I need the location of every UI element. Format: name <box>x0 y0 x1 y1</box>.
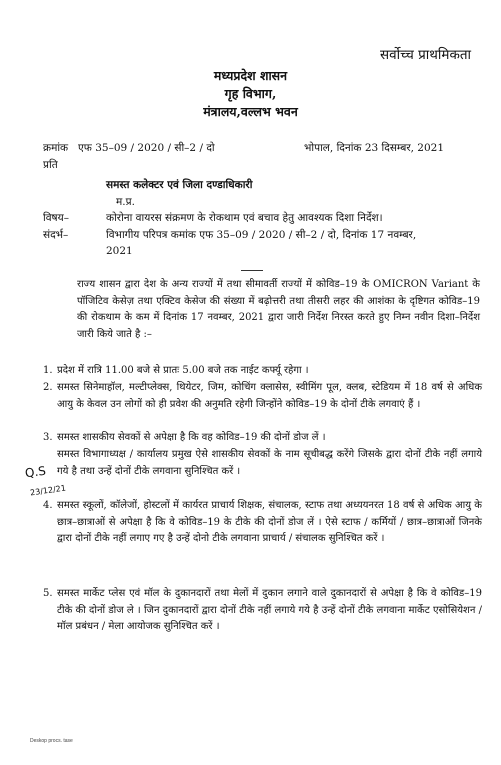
priority-stamp: सर्वोच्च प्राथमिकता <box>380 47 472 63</box>
item-text: प्रदेश में रात्रि 11.00 बजे से प्रातः 5.00 बजे तक नाईट कर्फ्यू रहेगा । <box>57 365 309 376</box>
handwritten-date: 23/12/21 <box>29 483 67 498</box>
directive-item-5 <box>43 586 482 636</box>
reference-label: संदर्भ– <box>43 229 69 241</box>
header-government: मध्यप्रदेश शासन <box>213 68 288 83</box>
ref-number: एफ 35–09 / 2020 / सी–2 / दो <box>78 142 215 154</box>
ref-date: भोपाल, दिनांक 23 दिसम्बर, 2021 <box>304 142 445 154</box>
item-number: 1. <box>43 365 53 376</box>
item-number: 3. <box>43 432 53 443</box>
intro-paragraph: राज्य शासन द्वारा देश के अन्य राज्यों में तथा सीमावर्ती राज्यों में कोविड–19 के OMICRON Variant के पॉजिटिव केसेज़ तथा एक्टिव केसेज की संख्या में बढ़ोत्तरी तथा तीसरी लहर की आशंका के दृष्टिगत कोविड–19 की रोकथाम के कम में दिनांक 17 नवम्बर, 2021 द्वारा जारी निर्देश निरस्त करते हुए निम्न नवीन दिशा–निर्देश जारी किये जाते है :– <box>77 279 480 340</box>
item-text: समस्त स्कूलों, कॉलेजों, होस्टलों में कार्यरत प्राचार्य शिक्षक, संचालक, स्टाफ तथा अध्ययनरत 18 वर्ष से अधिक आयु के छात्र–छात्राओं से अपेक्षा है कि वे कोविड–19 के टीके की दोनों डोज लें । ऐसे स्टाफ / कर्मियों / छात्र–छात्राओं जिनके द्वारा दोनों टीके नहीं लगाए गए है उन्हें दोनो टीके लगवाना प्राचार्य / संचालक सुनिश्चित करें । <box>57 500 482 544</box>
item-text: समस्त विभागाध्यक्ष / कार्यालय प्रमुख ऐसे शासकीय सेवकों के नाम सूचीबद्ध करेंगे जिसके द्वारा दोनों टीके नहीं लगाये गये है तथा उन्हें दोनों टीके लगवाना सुनिश्चित करें । <box>57 449 482 477</box>
handwritten-initials: Q.S <box>24 463 47 481</box>
section-divider <box>241 270 263 271</box>
subject-label: विषय– <box>43 212 69 224</box>
directive-item-1 <box>43 363 482 380</box>
item-number: 4. <box>43 500 53 511</box>
item-text: समस्त सिनेमाहॉल, मल्टीप्लेक्स, थियेटर, जिम, कोचिंग क्लासेस, स्वीमिंग पूल, क्लब, स्टेडियम में 18 वर्ष से अधिक आयु के केवल उन लोगों को ही प्रवेश की अनुमति रहेगी जिन्होंने कोविड–19 के दोनों टीके लगवाएं हैं । <box>57 382 482 410</box>
item-number: 5. <box>43 588 53 599</box>
ref-number-label: क्रमांक <box>43 142 69 154</box>
addressee-line2: म.प्र. <box>116 196 135 208</box>
directive-item-2 <box>43 380 482 413</box>
directive-item-4 <box>43 498 482 548</box>
footer-note: Deskop procs. tase <box>30 738 73 744</box>
subject-text: कोरोना वायरस संक्रमण के रोकथाम एवं बचाव हेतु आवश्यक दिशा निर्देश। <box>106 212 383 224</box>
addressee-line1: समस्त कलेक्टर एवं जिला दण्डाधिकारी <box>106 179 253 191</box>
item-number: 2. <box>43 382 53 393</box>
prati-label: प्रति <box>43 159 58 171</box>
header-department: गृह विभाग, <box>224 86 277 101</box>
item-text: समस्त मार्केट प्लेस एवं मॉल के दुकानदारों तथा मेलों में दुकान लगाने वाले दुकानदारों से अपेक्षा है कि वे कोविड–19 टीके की दोनों डोज ले । जिन दुकानदारों द्वारा दोनों टीके नहीं लगाये गये है उन्हें दोनों टीके लगवाना मार्केट एसोसियेशन / मॉल प्रबंधन / मेला आयोजक सुनिश्चित करें । <box>57 588 482 632</box>
header-ministry: मंत्रालय,वल्लभ भवन <box>203 104 298 119</box>
directive-item-3 <box>43 430 482 447</box>
directive-item-3-continued <box>57 447 482 480</box>
reference-text-line2: 2021 <box>106 245 133 257</box>
reference-text-line1: विभागीय परिपत्र कमांक एफ 35–09 / 2020 / सी–2 / दो, दिनांक 17 नवम्बर, <box>106 229 417 241</box>
item-text: समस्त शासकीय सेवकों से अपेक्षा है कि वह कोविड–19 की दोनों डोज लें । <box>57 432 326 443</box>
